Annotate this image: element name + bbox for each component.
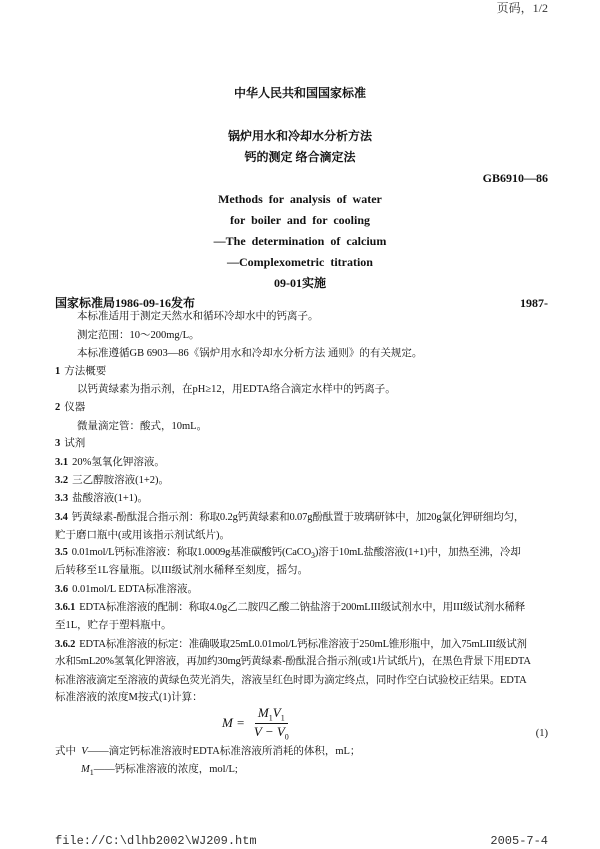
intro-line-3: 本标准遵循GB 6903—86《锅炉用水和冷却水分析方法 通则》的有关规定。 [77, 348, 423, 359]
section-3-5-cont: 后转移至1L容量瓶。以III级试剂水稀释至刻度，摇匀。 [55, 565, 309, 576]
intro-line-2: 测定范围：10～200mg/L。 [77, 330, 200, 341]
en-title-line-1: Methods for analysis of water [218, 192, 382, 206]
symbol: M [81, 764, 90, 775]
section-3-6 [55, 582, 198, 598]
section-3-4-cont: 贮于磨口瓶中(或用该指示剂试纸片)。 [55, 530, 230, 541]
section-number: 3.6.2 [55, 639, 76, 650]
section-number: 3.2 [55, 475, 69, 486]
section-title: 试剂 [64, 438, 86, 449]
section-1-text: 以钙黄绿素为指示剂，在pH≥12，用EDTA络合滴定水样中的钙离子。 [77, 384, 396, 395]
formula-1 [222, 705, 292, 741]
en-title-line-2: for boiler and for cooling [229, 213, 370, 227]
section-text: )溶于10mL盐酸溶液(1+1)中，加热至沸，冷却 [314, 547, 521, 558]
section-number: 3.5 [55, 547, 68, 558]
equation-number: (1) [535, 728, 548, 739]
subscript: 1 [280, 713, 285, 723]
symbol: M [257, 705, 269, 720]
formula-denominator [251, 724, 292, 742]
formula-fraction [251, 705, 292, 741]
section-text: 盐酸溶液(1+1)。 [72, 493, 149, 504]
standard-code: GB6910—86 [482, 171, 548, 185]
definition: ——钙标准溶液的浓度，mol/L; [93, 764, 238, 775]
section-3-2 [55, 473, 169, 489]
section-text: 钙黄绿素-酚酞混合指示剂：称取0.2g钙黄绿素和0.07g酚酞置于玻璃研钵中，加20g氯化钾研细均匀， [71, 512, 525, 523]
en-title-line-3: —The determination of calcium [213, 234, 387, 248]
section-3-4 [55, 510, 524, 526]
section-1-heading [55, 364, 106, 380]
section-3-5 [55, 545, 521, 564]
subscript: 1 [89, 768, 94, 778]
subscript: 0 [284, 732, 289, 742]
section-text: 0.01mol/L EDTA标准溶液。 [72, 584, 199, 595]
section-number: 1 [55, 366, 61, 377]
en-title-line-4: —Complexometric titration [227, 255, 373, 269]
section-3-6-2-line-3: 标准溶液滴定至溶液的黄绿色荧光消失，溶液呈红色时即为滴定终点，同时作空白试验校正结果。EDTA [55, 675, 527, 686]
symbol: V [81, 746, 88, 757]
effective-date-part1: 1987- [520, 296, 548, 310]
intro-line-1: 本标准适用于测定天然水和循环冷却水中的钙离子。 [77, 311, 319, 322]
section-number: 3.6.1 [55, 602, 76, 613]
section-number: 2 [55, 402, 61, 413]
section-3-heading [55, 436, 85, 452]
section-3-6-2 [55, 637, 527, 653]
section-3-6-1 [55, 600, 525, 616]
section-title: 方法概要 [64, 366, 107, 377]
formula-lhs: M = [222, 715, 245, 731]
subscript: 1 [268, 713, 273, 723]
subscript: 3 [311, 551, 315, 561]
section-3-6-2-line-4: 标准溶液的浓度M按式(1)计算： [55, 692, 203, 703]
section-title: 仪器 [64, 402, 86, 413]
issued-date: 国家标准局1986-09-16发布 [55, 296, 195, 310]
section-text: 0.01mol/L钙标准溶液：称取1.0009g基准碳酸钙(CaCO [71, 547, 311, 558]
symbol: V − V [253, 723, 285, 739]
section-2-text: 微量滴定管：酸式，10mL。 [77, 421, 208, 432]
symbol: V [272, 705, 281, 720]
section-text: EDTA标准溶液的配制：称取4.0g乙二胺四乙酸二钠盐溶于200mLIII级试剂水中，用III级试剂水稀释 [79, 602, 526, 613]
section-number: 3.6 [55, 584, 69, 595]
section-3-6-2-line-2: 水和5mL20%氢氧化钾溶液，再加约30mg钙黄绿素-酚酞混合指示剂(或1片试纸片)，在黑色背景下用EDTA [55, 656, 531, 667]
section-number: 3.4 [55, 512, 68, 523]
where-prefix: 式中 [55, 746, 76, 757]
section-3-1 [55, 455, 165, 471]
footer-file-path: file://C:\dlhb2002\WJ209.htm [55, 834, 257, 848]
section-number: 3 [55, 438, 61, 449]
national-standard-heading: 中华人民共和国国家标准 [233, 86, 366, 100]
section-3-3 [55, 491, 148, 507]
where-v [55, 744, 360, 760]
definition: ——滴定钙标准溶液时EDTA标准溶液所消耗的体积，mL； [87, 746, 361, 757]
section-number: 3.3 [55, 493, 69, 504]
section-number: 3.1 [55, 457, 69, 468]
page-indicator: 页码，1/2 [496, 1, 548, 15]
effective-date-part2: 09-01实施 [274, 276, 326, 290]
where-m1 [81, 762, 238, 781]
footer-date: 2005-7-4 [490, 834, 548, 848]
section-2-heading [55, 400, 85, 416]
section-text: EDTA标准溶液的标定：准确吸取25mL0.01mol/L钙标准溶液于250mL锥形瓶中，加入75mLIII级试剂 [79, 639, 527, 650]
section-text: 三乙醇胺溶液(1+2)。 [72, 475, 170, 486]
section-text: 20%氢氧化钾溶液。 [72, 457, 165, 468]
section-3-6-1-cont: 至1L，贮存于塑料瓶中。 [55, 620, 172, 631]
cn-title-line-2: 钙的测定 络合滴定法 [244, 150, 356, 164]
cn-title-line-1: 锅炉用水和冷却水分析方法 [227, 129, 372, 143]
formula-numerator [255, 705, 288, 724]
